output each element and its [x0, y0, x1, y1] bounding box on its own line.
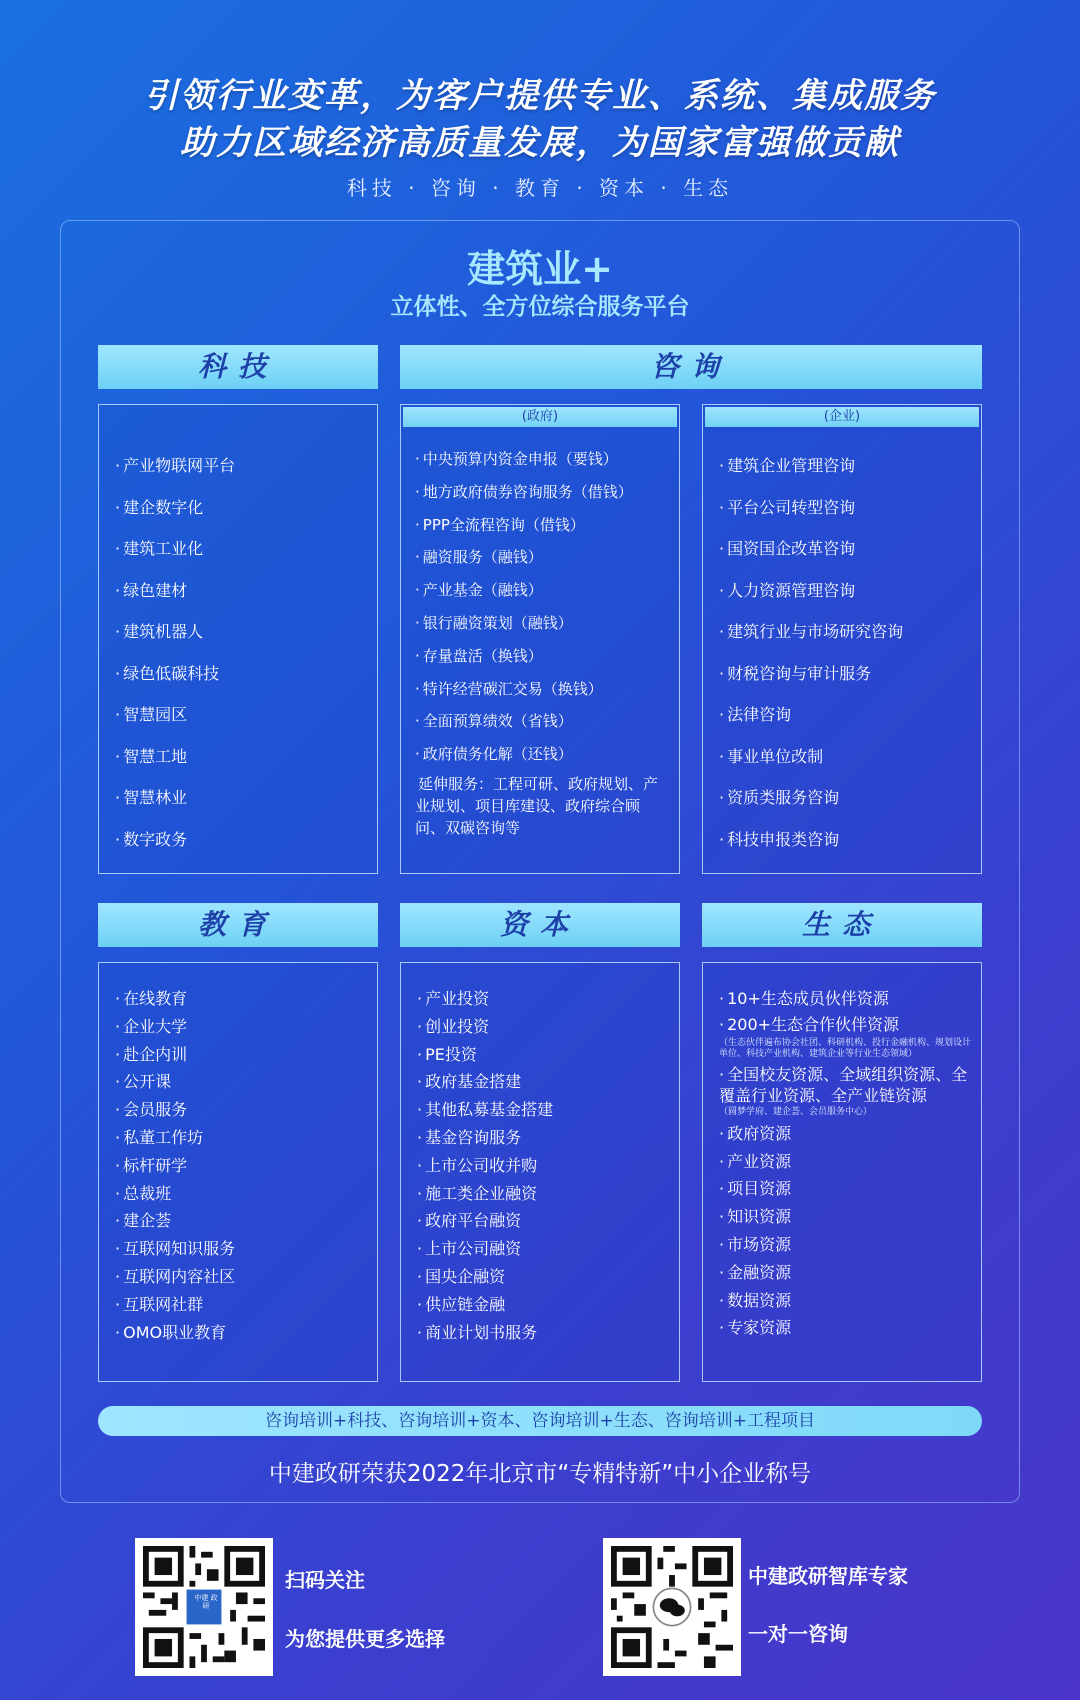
list-item: · 产业物联网平台 [115, 445, 369, 487]
list-item: · 标杆研学 [115, 1152, 369, 1180]
list-item: · 特许经营碳汇交易（换钱） [415, 673, 671, 706]
list-item: · 供应链金融 [417, 1291, 671, 1319]
list-item: · 智慧园区 [115, 694, 369, 736]
list-item: · 企业大学 [115, 1013, 369, 1041]
capital-list [417, 985, 671, 1346]
list-item: · 资质类服务咨询 [719, 777, 973, 819]
list-item: · PE投资 [417, 1041, 671, 1069]
section-header-tech: 科技 [98, 345, 378, 389]
list-item: · 产业资源 [719, 1148, 971, 1176]
list-item: · 事业单位改制 [719, 736, 973, 778]
list-item: · 互联网社群 [115, 1291, 369, 1319]
list-item: · PPP全流程咨询（借钱） [415, 509, 671, 542]
list-item: · 施工类企业融资 [417, 1180, 671, 1208]
list-item: · 政府基金搭建 [417, 1068, 671, 1096]
list-item: · 国资国企改革咨询 [719, 528, 973, 570]
headline-line-1: 引领行业变革，为客户提供专业、系统、集成服务 [144, 76, 936, 116]
list-item: · 10+生态成员伙伴资源 [719, 985, 971, 1013]
award-text: 中建政研荣获2022年北京市“专精特新”中小企业称号 [268, 1461, 812, 1487]
list-item: · 其他私募基金搭建 [417, 1096, 671, 1124]
platform-title: 建筑业+ [467, 247, 613, 291]
list-item: · 全面预算绩效（省钱） [415, 705, 671, 738]
list-item: · 在线教育 [115, 985, 369, 1013]
section-header-eco: 生态 [702, 903, 982, 947]
list-item-note: （圆梦学府、建企荟、会员服务中心） [719, 1106, 873, 1117]
list-item: · 全国校友资源、全域组织资源、全覆盖行业资源、全产业链资源 [719, 1064, 971, 1106]
list-item: · 绿色低碳科技 [115, 653, 369, 695]
list-item: · 地方政府债券咨询服务（借钱） [415, 476, 671, 509]
list-item: · 建企数字化 [115, 487, 369, 529]
list-item: · 互联网知识服务 [115, 1235, 369, 1263]
service-banner: 咨询培训+科技、咨询培训+资本、咨询培训+生态、咨询培训+工程项目 [98, 1406, 982, 1436]
corp-list [719, 445, 973, 860]
list-item: · 数字政务 [115, 819, 369, 861]
list-item: · 智慧林业 [115, 777, 369, 819]
list-item: · 金融资源 [719, 1259, 971, 1287]
list-item-note: （生态伙伴遍布协会社团、科研机构、投行金融机构、规划设计单位、科技产业机构、建筑企业等行业生态领域） [719, 1037, 972, 1059]
edu-panel [98, 962, 378, 1382]
platform-subtitle: 立体性、全方位综合服务平台 [390, 294, 690, 320]
tech-panel [98, 404, 378, 874]
capital-panel [400, 962, 680, 1382]
list-item: · 国央企融资 [417, 1263, 671, 1291]
list-item: · 中央预算内资金申报（要钱） [415, 443, 671, 476]
consult-corp-panel [702, 404, 982, 874]
list-item: · 总裁班 [115, 1180, 369, 1208]
eco-list [719, 985, 971, 1342]
list-item: · 建筑行业与市场研究咨询 [719, 611, 973, 653]
list-item: · 商业计划书服务 [417, 1319, 671, 1347]
qr-code-right[interactable] [603, 1538, 741, 1676]
consult-gov-panel [400, 404, 680, 874]
list-item: · 私董工作坊 [115, 1124, 369, 1152]
list-item: · 上市公司融资 [417, 1235, 671, 1263]
list-item: · 建筑工业化 [115, 528, 369, 570]
list-item: · 财税咨询与审计服务 [719, 653, 973, 695]
list-item: · OMO职业教育 [115, 1319, 369, 1347]
expert-text: 中建政研智库专家 [748, 1564, 908, 1588]
list-item: · 200+生态合作伙伴资源 [719, 1013, 971, 1037]
list-item: · 绿色建材 [115, 570, 369, 612]
list-item: · 融资服务（融钱） [415, 541, 671, 574]
list-item: · 科技申报类咨询 [719, 819, 973, 861]
list-item: · 政府债务化解（还钱） [415, 738, 671, 771]
list-item: · 基金咨询服务 [417, 1124, 671, 1152]
list-item: · 知识资源 [719, 1203, 971, 1231]
list-item: · 创业投资 [417, 1013, 671, 1041]
list-item: · 上市公司收并购 [417, 1152, 671, 1180]
section-header-consult: 咨询 [400, 345, 982, 389]
tech-list [115, 445, 369, 860]
list-item: · 市场资源 [719, 1231, 971, 1259]
tagline: 科技 · 咨询 · 教育 · 资本 · 生态 [346, 176, 734, 200]
list-item: · 建筑企业管理咨询 [719, 445, 973, 487]
list-item: · 智慧工地 [115, 736, 369, 778]
eco-panel [702, 962, 982, 1382]
more-choices-text: 为您提供更多选择 [285, 1627, 445, 1651]
gov-list [415, 443, 671, 839]
list-item: · 数据资源 [719, 1287, 971, 1315]
list-item: · 政府资源 [719, 1120, 971, 1148]
list-item: · 银行融资策划（融钱） [415, 607, 671, 640]
list-item: · 人力资源管理咨询 [719, 570, 973, 612]
list-item: · 项目资源 [719, 1175, 971, 1203]
logo-text: 中建 政研 [194, 1594, 218, 1610]
list-item: · 互联网内容社区 [115, 1263, 369, 1291]
list-item: · 公开课 [115, 1068, 369, 1096]
list-item: · 产业基金（融钱） [415, 574, 671, 607]
extension-services: 延伸服务：工程可研、政府规划、产业规划、项目库建设、政府综合顾问、双碳咨询等 [415, 774, 659, 837]
qr-code-left[interactable] [135, 1538, 273, 1676]
list-item: · 专家资源 [719, 1314, 971, 1342]
list-item: · 法律咨询 [719, 694, 973, 736]
edu-list [115, 985, 369, 1346]
list-item: · 存量盘活（换钱） [415, 640, 671, 673]
section-header-capital: 资本 [400, 903, 680, 947]
list-item: · 建筑机器人 [115, 611, 369, 653]
list-item: · 平台公司转型咨询 [719, 487, 973, 529]
list-item: · 会员服务 [115, 1096, 369, 1124]
list-item: · 产业投资 [417, 985, 671, 1013]
corp-tab: (企业) [705, 407, 979, 427]
list-item: · 赴企内训 [115, 1041, 369, 1069]
list-item: · 政府平台融资 [417, 1207, 671, 1235]
one-on-one-text: 一对一咨询 [748, 1622, 848, 1646]
section-header-edu: 教育 [98, 903, 378, 947]
list-item: · 建企荟 [115, 1207, 369, 1235]
gov-tab: (政府) [403, 407, 677, 427]
scan-follow-text: 扫码关注 [285, 1568, 365, 1592]
wechat-qr-icon [611, 1546, 733, 1668]
headline-line-2: 助力区域经济高质量发展，为国家富强做贡献 [180, 123, 900, 163]
